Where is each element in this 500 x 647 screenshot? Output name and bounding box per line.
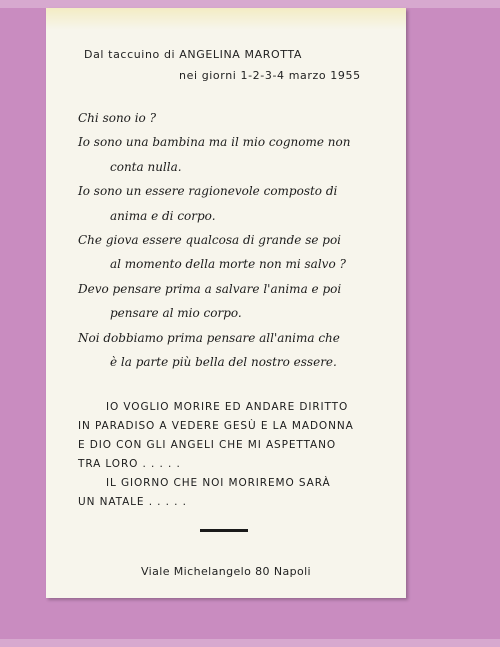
poem-line: Chi sono io ? — [78, 111, 157, 125]
poem-line: al momento della morte non mi salvo ? — [110, 257, 346, 272]
caps-line: TRA LORO . . . . . — [78, 458, 181, 470]
header-line-2: nei giorni 1-2-3-4 marzo 1955 — [179, 69, 361, 82]
capital-text-block — [78, 398, 378, 512]
caps-line: IL GIORNO CHE NOI MORIREMO SARÀ — [106, 477, 331, 489]
caps-line: IO VOGLIO MORIRE ED ANDARE DIRITTO — [106, 401, 349, 413]
background-top-strip — [0, 0, 500, 8]
address-line: Viale Michelangelo 80 Napoli — [140, 565, 312, 578]
poem-text — [78, 106, 398, 374]
caps-line: UN NATALE . . . . . — [78, 496, 187, 508]
card-header — [84, 48, 384, 82]
poem-line: Che giova essere qualcosa di grande se poi — [78, 232, 342, 247]
divider-rule — [200, 529, 248, 532]
poem-line: Io sono un essere ragionevole composto di — [78, 184, 338, 199]
caps-line: E DIO CON GLI ANGELI CHE MI ASPETTANO — [78, 439, 336, 451]
card-aging-tint — [46, 8, 406, 30]
poem-line: Devo pensare prima a salvare l'anima e poi — [78, 281, 342, 296]
background-bottom-strip — [0, 639, 500, 647]
poem-line: conta nulla. — [110, 159, 182, 174]
poem-line: pensare al mio corpo. — [110, 306, 242, 321]
header-line-1: Dal taccuino di ANGELINA MAROTTA — [84, 48, 302, 61]
prayer-card — [46, 8, 406, 598]
poem-line: anima e di corpo. — [110, 208, 216, 223]
poem-line: Noi dobbiamo prima pensare all'anima che — [78, 330, 340, 345]
poem-line: è la parte più bella del nostro essere. — [110, 354, 337, 369]
poem-line: Io sono una bambina ma il mio cognome non — [78, 135, 351, 150]
caps-line: IN PARADISO A VEDERE GESÙ E LA MADONNA — [78, 420, 354, 432]
